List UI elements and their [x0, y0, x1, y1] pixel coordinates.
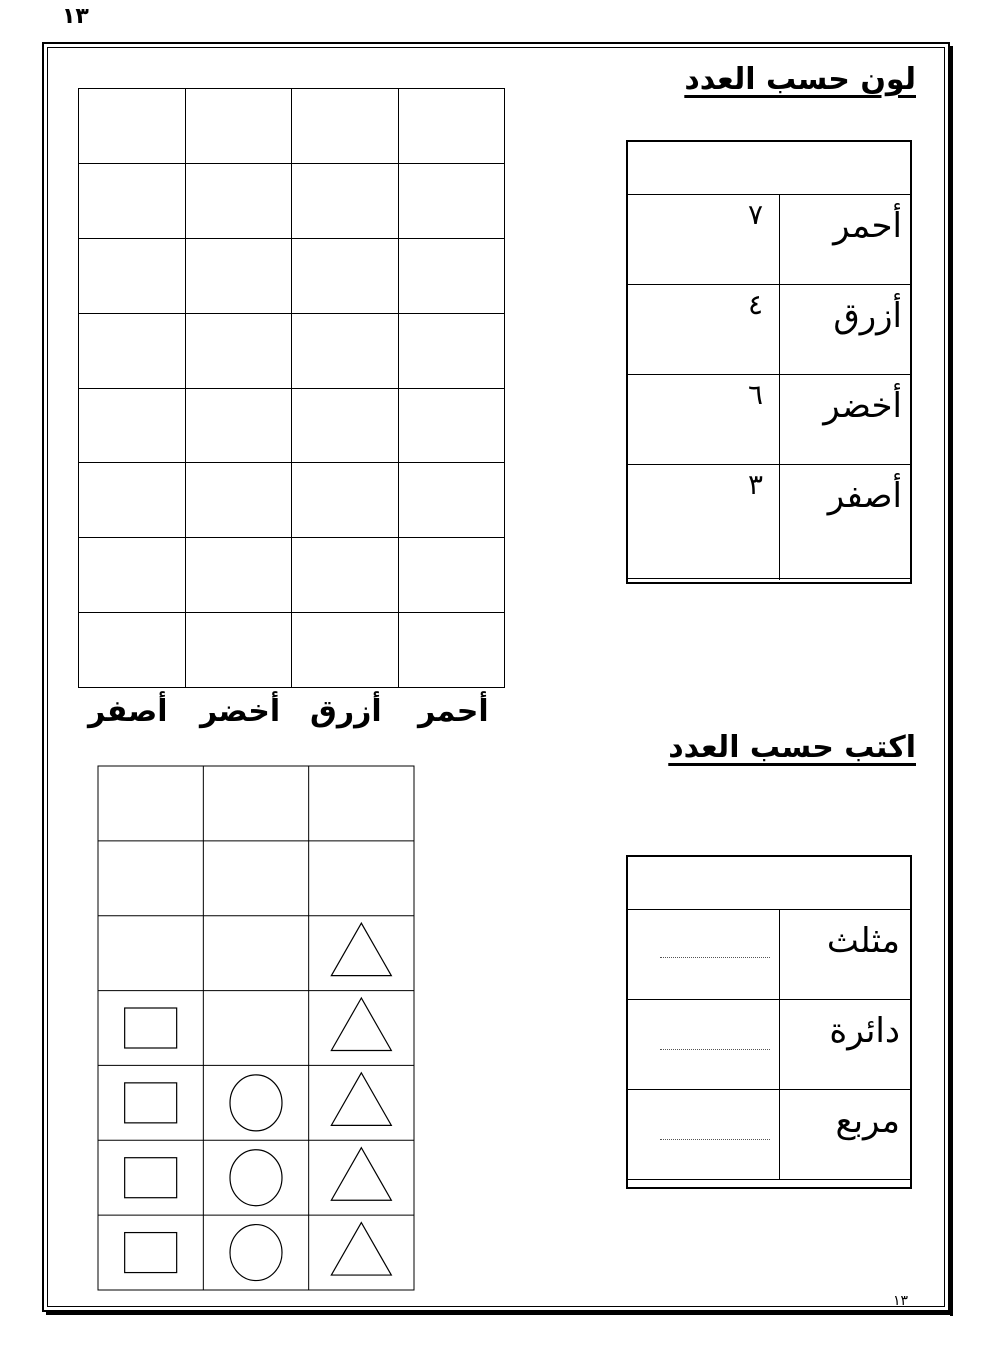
grid-row	[79, 463, 505, 538]
key-word-circle: دائرة	[829, 1011, 900, 1051]
answer-line-circle[interactable]	[660, 1049, 770, 1050]
grid-cell[interactable]	[185, 388, 292, 463]
grid-cell[interactable]	[79, 463, 186, 538]
grid-cell[interactable]	[292, 538, 399, 613]
shape-grid-lines	[98, 766, 414, 1290]
grid-cell[interactable]	[292, 613, 399, 688]
grid-cell[interactable]	[79, 538, 186, 613]
grid-cell[interactable]	[292, 163, 399, 238]
count-section-title: اكتب حسب العدد	[668, 730, 916, 765]
key-number-green: ٦	[748, 378, 764, 411]
color-key-table	[626, 140, 912, 584]
square-icon	[125, 1008, 177, 1048]
grid-cell[interactable]	[398, 313, 505, 388]
grid-cell[interactable]	[292, 238, 399, 313]
grid-cell[interactable]	[398, 613, 505, 688]
key-row-line	[628, 999, 910, 1000]
triangle-icon	[331, 923, 391, 976]
label-yellow: أصفر	[88, 694, 168, 729]
circle-icon	[230, 1225, 282, 1281]
grid-cell[interactable]	[398, 89, 505, 164]
grid-row	[79, 613, 505, 688]
shape-grid-shapes	[125, 923, 392, 1280]
grid-cell[interactable]	[185, 463, 292, 538]
key-row-line	[628, 1179, 910, 1180]
key-number-blue: ٤	[748, 288, 764, 321]
square-icon	[125, 1233, 177, 1273]
grid-cell[interactable]	[292, 313, 399, 388]
key-word-blue: أزرق	[833, 296, 902, 336]
grid-row	[79, 388, 505, 463]
square-icon	[125, 1083, 177, 1123]
square-icon	[125, 1158, 177, 1198]
frame-shadow-bottom	[46, 1312, 953, 1315]
key-row-line	[628, 464, 910, 465]
grid-cell[interactable]	[398, 163, 505, 238]
page-number-bottom: ١٣	[893, 1293, 909, 1309]
label-blue: أزرق	[310, 694, 382, 729]
grid-cell[interactable]	[398, 463, 505, 538]
key-row-line	[628, 909, 910, 910]
grid-row	[79, 89, 505, 164]
label-red: أحمر	[418, 694, 489, 729]
grid-cell[interactable]	[292, 463, 399, 538]
grid-cell[interactable]	[185, 538, 292, 613]
coloring-grid-labels	[88, 694, 488, 734]
grid-cell[interactable]	[79, 238, 186, 313]
grid-row	[79, 538, 505, 613]
grid-cell[interactable]	[185, 238, 292, 313]
page-number-top: ١٣	[62, 4, 89, 29]
key-column-divider	[779, 194, 780, 580]
grid-cell[interactable]	[79, 388, 186, 463]
color-section-title: لون حسب العدد	[684, 62, 916, 97]
triangle-icon	[331, 998, 391, 1051]
frame-shadow-right	[950, 46, 953, 1316]
grid-cell[interactable]	[185, 613, 292, 688]
key-row-line	[628, 374, 910, 375]
key-column-divider	[779, 909, 780, 1179]
key-word-red: أحمر	[833, 206, 902, 246]
grid-cell[interactable]	[185, 313, 292, 388]
grid-cell[interactable]	[79, 163, 186, 238]
answer-line-triangle[interactable]	[660, 957, 770, 958]
shape-grid	[97, 765, 415, 1291]
key-word-square: مربع	[835, 1101, 900, 1141]
circle-icon	[230, 1075, 282, 1131]
answer-line-square[interactable]	[660, 1139, 770, 1140]
key-number-yellow: ٣	[748, 468, 764, 501]
key-row-line	[628, 578, 910, 579]
shape-grid-border	[98, 766, 414, 1290]
key-row-line	[628, 1089, 910, 1090]
grid-cell[interactable]	[79, 613, 186, 688]
triangle-icon	[331, 1148, 391, 1201]
triangle-icon	[331, 1073, 391, 1126]
key-word-yellow: أصفر	[827, 476, 902, 516]
grid-cell[interactable]	[398, 388, 505, 463]
key-row-line	[628, 284, 910, 285]
label-green: أخضر	[200, 694, 281, 729]
circle-icon	[230, 1150, 282, 1206]
grid-cell[interactable]	[398, 238, 505, 313]
grid-cell[interactable]	[79, 313, 186, 388]
triangle-icon	[331, 1223, 391, 1276]
key-number-red: ٧	[748, 198, 764, 231]
grid-cell[interactable]	[398, 538, 505, 613]
grid-cell[interactable]	[292, 89, 399, 164]
key-word-triangle: مثلث	[826, 921, 900, 961]
key-row-line	[628, 194, 910, 195]
grid-row	[79, 313, 505, 388]
grid-cell[interactable]	[79, 89, 186, 164]
key-word-green: أخضر	[823, 386, 902, 426]
grid-row	[79, 238, 505, 313]
grid-cell[interactable]	[292, 388, 399, 463]
grid-row	[79, 163, 505, 238]
grid-cell[interactable]	[185, 89, 292, 164]
coloring-grid	[78, 88, 505, 688]
grid-cell[interactable]	[185, 163, 292, 238]
count-key-table	[626, 855, 912, 1189]
